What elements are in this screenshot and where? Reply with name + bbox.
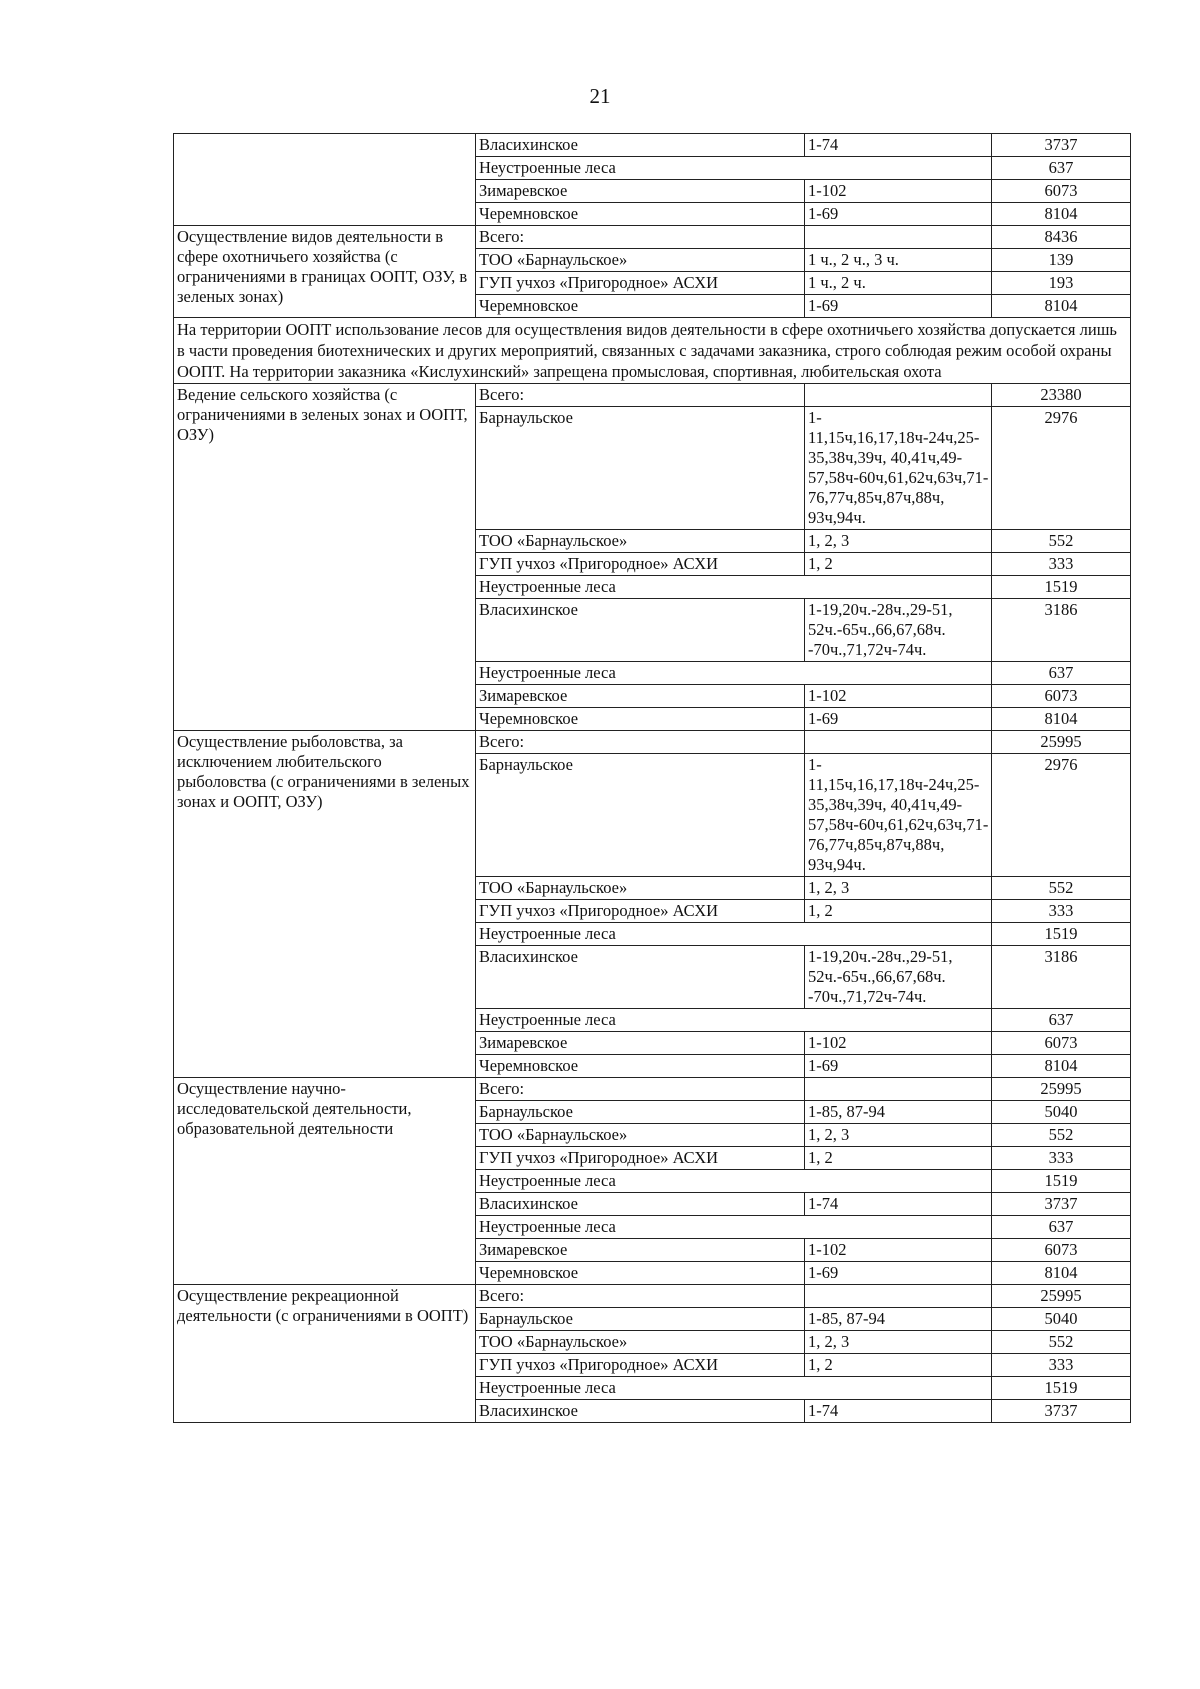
forestry-name: ГУП учхоз «Пригородное» АСХИ: [476, 1354, 805, 1377]
forestry-name: Власихинское: [476, 1193, 805, 1216]
area-value: 637: [992, 662, 1131, 685]
forestry-name: ТОО «Барнаульское»: [476, 249, 805, 272]
quarter-numbers: 1, 2, 3: [805, 1331, 992, 1354]
forestry-name: Неустроенные леса: [476, 576, 992, 599]
area-value: 637: [992, 1216, 1131, 1239]
forestry-name: Всего:: [476, 384, 805, 407]
forestry-name: Всего:: [476, 731, 805, 754]
forestry-name: Всего:: [476, 1078, 805, 1101]
quarter-numbers: 1-19,20ч.-28ч.,29-51, 52ч.-65ч.,66,67,68ч. -70ч.,71,72ч-74ч.: [805, 946, 992, 1009]
forestry-name: ГУП учхоз «Пригородное» АСХИ: [476, 272, 805, 295]
forestry-name: Власихинское: [476, 946, 805, 1009]
forest-use-table: [173, 133, 1131, 1423]
forestry-name: Зимаревское: [476, 1032, 805, 1055]
activity-category: Осуществление видов деятельности в сфере охотничьего хозяйства (с ограничениями в границах ООПТ, ОЗУ, в зеленых зонах): [174, 226, 476, 318]
area-value: 8104: [992, 203, 1131, 226]
table-row: [174, 226, 1131, 249]
area-value: 139: [992, 249, 1131, 272]
forestry-name: Неустроенные леса: [476, 1216, 992, 1239]
quarter-numbers: 1, 2, 3: [805, 530, 992, 553]
forestry-name: Черемновское: [476, 708, 805, 731]
area-value: 6073: [992, 1239, 1131, 1262]
quarter-numbers: 1, 2, 3: [805, 1124, 992, 1147]
area-value: 637: [992, 157, 1131, 180]
forestry-name: Власихинское: [476, 1400, 805, 1423]
forestry-name: Власихинское: [476, 134, 805, 157]
quarter-numbers: [805, 731, 992, 754]
area-value: 3186: [992, 599, 1131, 662]
area-value: 25995: [992, 1078, 1131, 1101]
area-value: 3737: [992, 134, 1131, 157]
quarter-numbers: 1-69: [805, 1262, 992, 1285]
quarter-numbers: 1-74: [805, 1400, 992, 1423]
table-row: [174, 384, 1131, 407]
area-value: 552: [992, 530, 1131, 553]
quarter-numbers: 1, 2: [805, 1354, 992, 1377]
quarter-numbers: 1-69: [805, 295, 992, 318]
forestry-name: ГУП учхоз «Пригородное» АСХИ: [476, 900, 805, 923]
quarter-numbers: 1 ч., 2 ч.: [805, 272, 992, 295]
area-value: 6073: [992, 1032, 1131, 1055]
forestry-name: Зимаревское: [476, 685, 805, 708]
forestry-name: ГУП учхоз «Пригородное» АСХИ: [476, 1147, 805, 1170]
area-value: 1519: [992, 923, 1131, 946]
table-row: [174, 1078, 1131, 1101]
forestry-name: ТОО «Барнаульское»: [476, 877, 805, 900]
area-value: 333: [992, 1147, 1131, 1170]
quarter-numbers: 1-69: [805, 1055, 992, 1078]
quarter-numbers: 1-102: [805, 685, 992, 708]
quarter-numbers: 1-74: [805, 134, 992, 157]
area-value: 1519: [992, 1170, 1131, 1193]
quarter-numbers: [805, 1285, 992, 1308]
area-value: 8104: [992, 1262, 1131, 1285]
area-value: 637: [992, 1009, 1131, 1032]
quarter-numbers: 1-74: [805, 1193, 992, 1216]
page-number: 21: [589, 84, 611, 108]
quarter-numbers: 1, 2: [805, 900, 992, 923]
forestry-name: Неустроенные леса: [476, 1170, 992, 1193]
area-value: 333: [992, 900, 1131, 923]
quarter-numbers: 1-19,20ч.-28ч.,29-51, 52ч.-65ч.,66,67,68ч. -70ч.,71,72ч-74ч.: [805, 599, 992, 662]
forestry-name: Неустроенные леса: [476, 662, 992, 685]
forestry-name: Барнаульское: [476, 1101, 805, 1124]
activity-category: Ведение сельского хозяйства (с ограничениями в зеленых зонах и ООПТ, ОЗУ): [174, 384, 476, 731]
quarter-numbers: 1-102: [805, 180, 992, 203]
forestry-name: ТОО «Барнаульское»: [476, 530, 805, 553]
quarter-numbers: 1, 2: [805, 1147, 992, 1170]
forestry-name: Черемновское: [476, 1262, 805, 1285]
area-value: 25995: [992, 1285, 1131, 1308]
activity-category: Осуществление рыболовства, за исключением любительского рыболовства (с ограничениями в зеленых зонах и ООПТ, ОЗУ): [174, 731, 476, 1078]
area-value: 3737: [992, 1193, 1131, 1216]
forestry-name: Власихинское: [476, 599, 805, 662]
area-value: 333: [992, 1354, 1131, 1377]
forestry-name: ТОО «Барнаульское»: [476, 1331, 805, 1354]
forestry-name: ТОО «Барнаульское»: [476, 1124, 805, 1147]
area-value: 1519: [992, 1377, 1131, 1400]
area-value: 193: [992, 272, 1131, 295]
area-value: 5040: [992, 1308, 1131, 1331]
quarter-numbers: 1-11,15ч,16,17,18ч-24ч,25-35,38ч,39ч, 40,41ч,49-57,58ч-60ч,61,62ч,63ч,71-76,77ч,85ч,87ч,88ч, 93ч,94ч.: [805, 754, 992, 877]
quarter-numbers: 1-85, 87-94: [805, 1101, 992, 1124]
activity-category: [174, 134, 476, 226]
area-value: 2976: [992, 754, 1131, 877]
forestry-name: Всего:: [476, 1285, 805, 1308]
forestry-name: Черемновское: [476, 1055, 805, 1078]
area-value: 333: [992, 553, 1131, 576]
quarter-numbers: 1-85, 87-94: [805, 1308, 992, 1331]
quarter-numbers: 1-69: [805, 708, 992, 731]
note-row: [174, 318, 1131, 384]
quarter-numbers: 1, 2, 3: [805, 877, 992, 900]
forestry-name: Зимаревское: [476, 1239, 805, 1262]
quarter-numbers: 1-102: [805, 1032, 992, 1055]
area-value: 6073: [992, 180, 1131, 203]
area-value: 25995: [992, 731, 1131, 754]
area-value: 552: [992, 877, 1131, 900]
forestry-name: Всего:: [476, 226, 805, 249]
area-value: 8104: [992, 708, 1131, 731]
table-row: [174, 1285, 1131, 1308]
forestry-name: Неустроенные леса: [476, 1377, 992, 1400]
area-value: 5040: [992, 1101, 1131, 1124]
area-value: 8436: [992, 226, 1131, 249]
area-value: 3186: [992, 946, 1131, 1009]
area-value: 2976: [992, 407, 1131, 530]
quarter-numbers: 1, 2: [805, 553, 992, 576]
forestry-name: Барнаульское: [476, 407, 805, 530]
forestry-name: Черемновское: [476, 203, 805, 226]
area-value: 23380: [992, 384, 1131, 407]
forestry-name: Черемновское: [476, 295, 805, 318]
activity-category: Осуществление научно-исследовательской деятельности, образовательной деятельности: [174, 1078, 476, 1285]
area-value: 552: [992, 1124, 1131, 1147]
forestry-name: ГУП учхоз «Пригородное» АСХИ: [476, 553, 805, 576]
forestry-name: Зимаревское: [476, 180, 805, 203]
forestry-name: Неустроенные леса: [476, 157, 992, 180]
area-value: 8104: [992, 295, 1131, 318]
quarter-numbers: [805, 1078, 992, 1101]
table-row: [174, 134, 1131, 157]
note-text: На территории ООПТ использование лесов для осуществления видов деятельности в сфере охотничьего хозяйства допускается лишь в части проведения биотехнических и других мероприятий, связанных с задачами заказника, строго соблюдая режим особой охраны ООПТ. На территории заказника «Кислухинский» запрещена промысловая, спортивная, любительская охота: [174, 318, 1131, 384]
forestry-name: Неустроенные леса: [476, 1009, 992, 1032]
quarter-numbers: 1-102: [805, 1239, 992, 1262]
quarter-numbers: 1-11,15ч,16,17,18ч-24ч,25-35,38ч,39ч, 40,41ч,49-57,58ч-60ч,61,62ч,63ч,71-76,77ч,85ч,87ч,88ч, 93ч,94ч.: [805, 407, 992, 530]
area-value: 6073: [992, 685, 1131, 708]
forestry-name: Неустроенные леса: [476, 923, 992, 946]
area-value: 552: [992, 1331, 1131, 1354]
quarter-numbers: [805, 384, 992, 407]
table-row: [174, 731, 1131, 754]
area-value: 3737: [992, 1400, 1131, 1423]
area-value: 8104: [992, 1055, 1131, 1078]
quarter-numbers: [805, 226, 992, 249]
area-value: 1519: [992, 576, 1131, 599]
forestry-name: Барнаульское: [476, 754, 805, 877]
quarter-numbers: 1 ч., 2 ч., 3 ч.: [805, 249, 992, 272]
forestry-name: Барнаульское: [476, 1308, 805, 1331]
quarter-numbers: 1-69: [805, 203, 992, 226]
activity-category: Осуществление рекреационной деятельности (с ограничениями в ООПТ): [174, 1285, 476, 1423]
